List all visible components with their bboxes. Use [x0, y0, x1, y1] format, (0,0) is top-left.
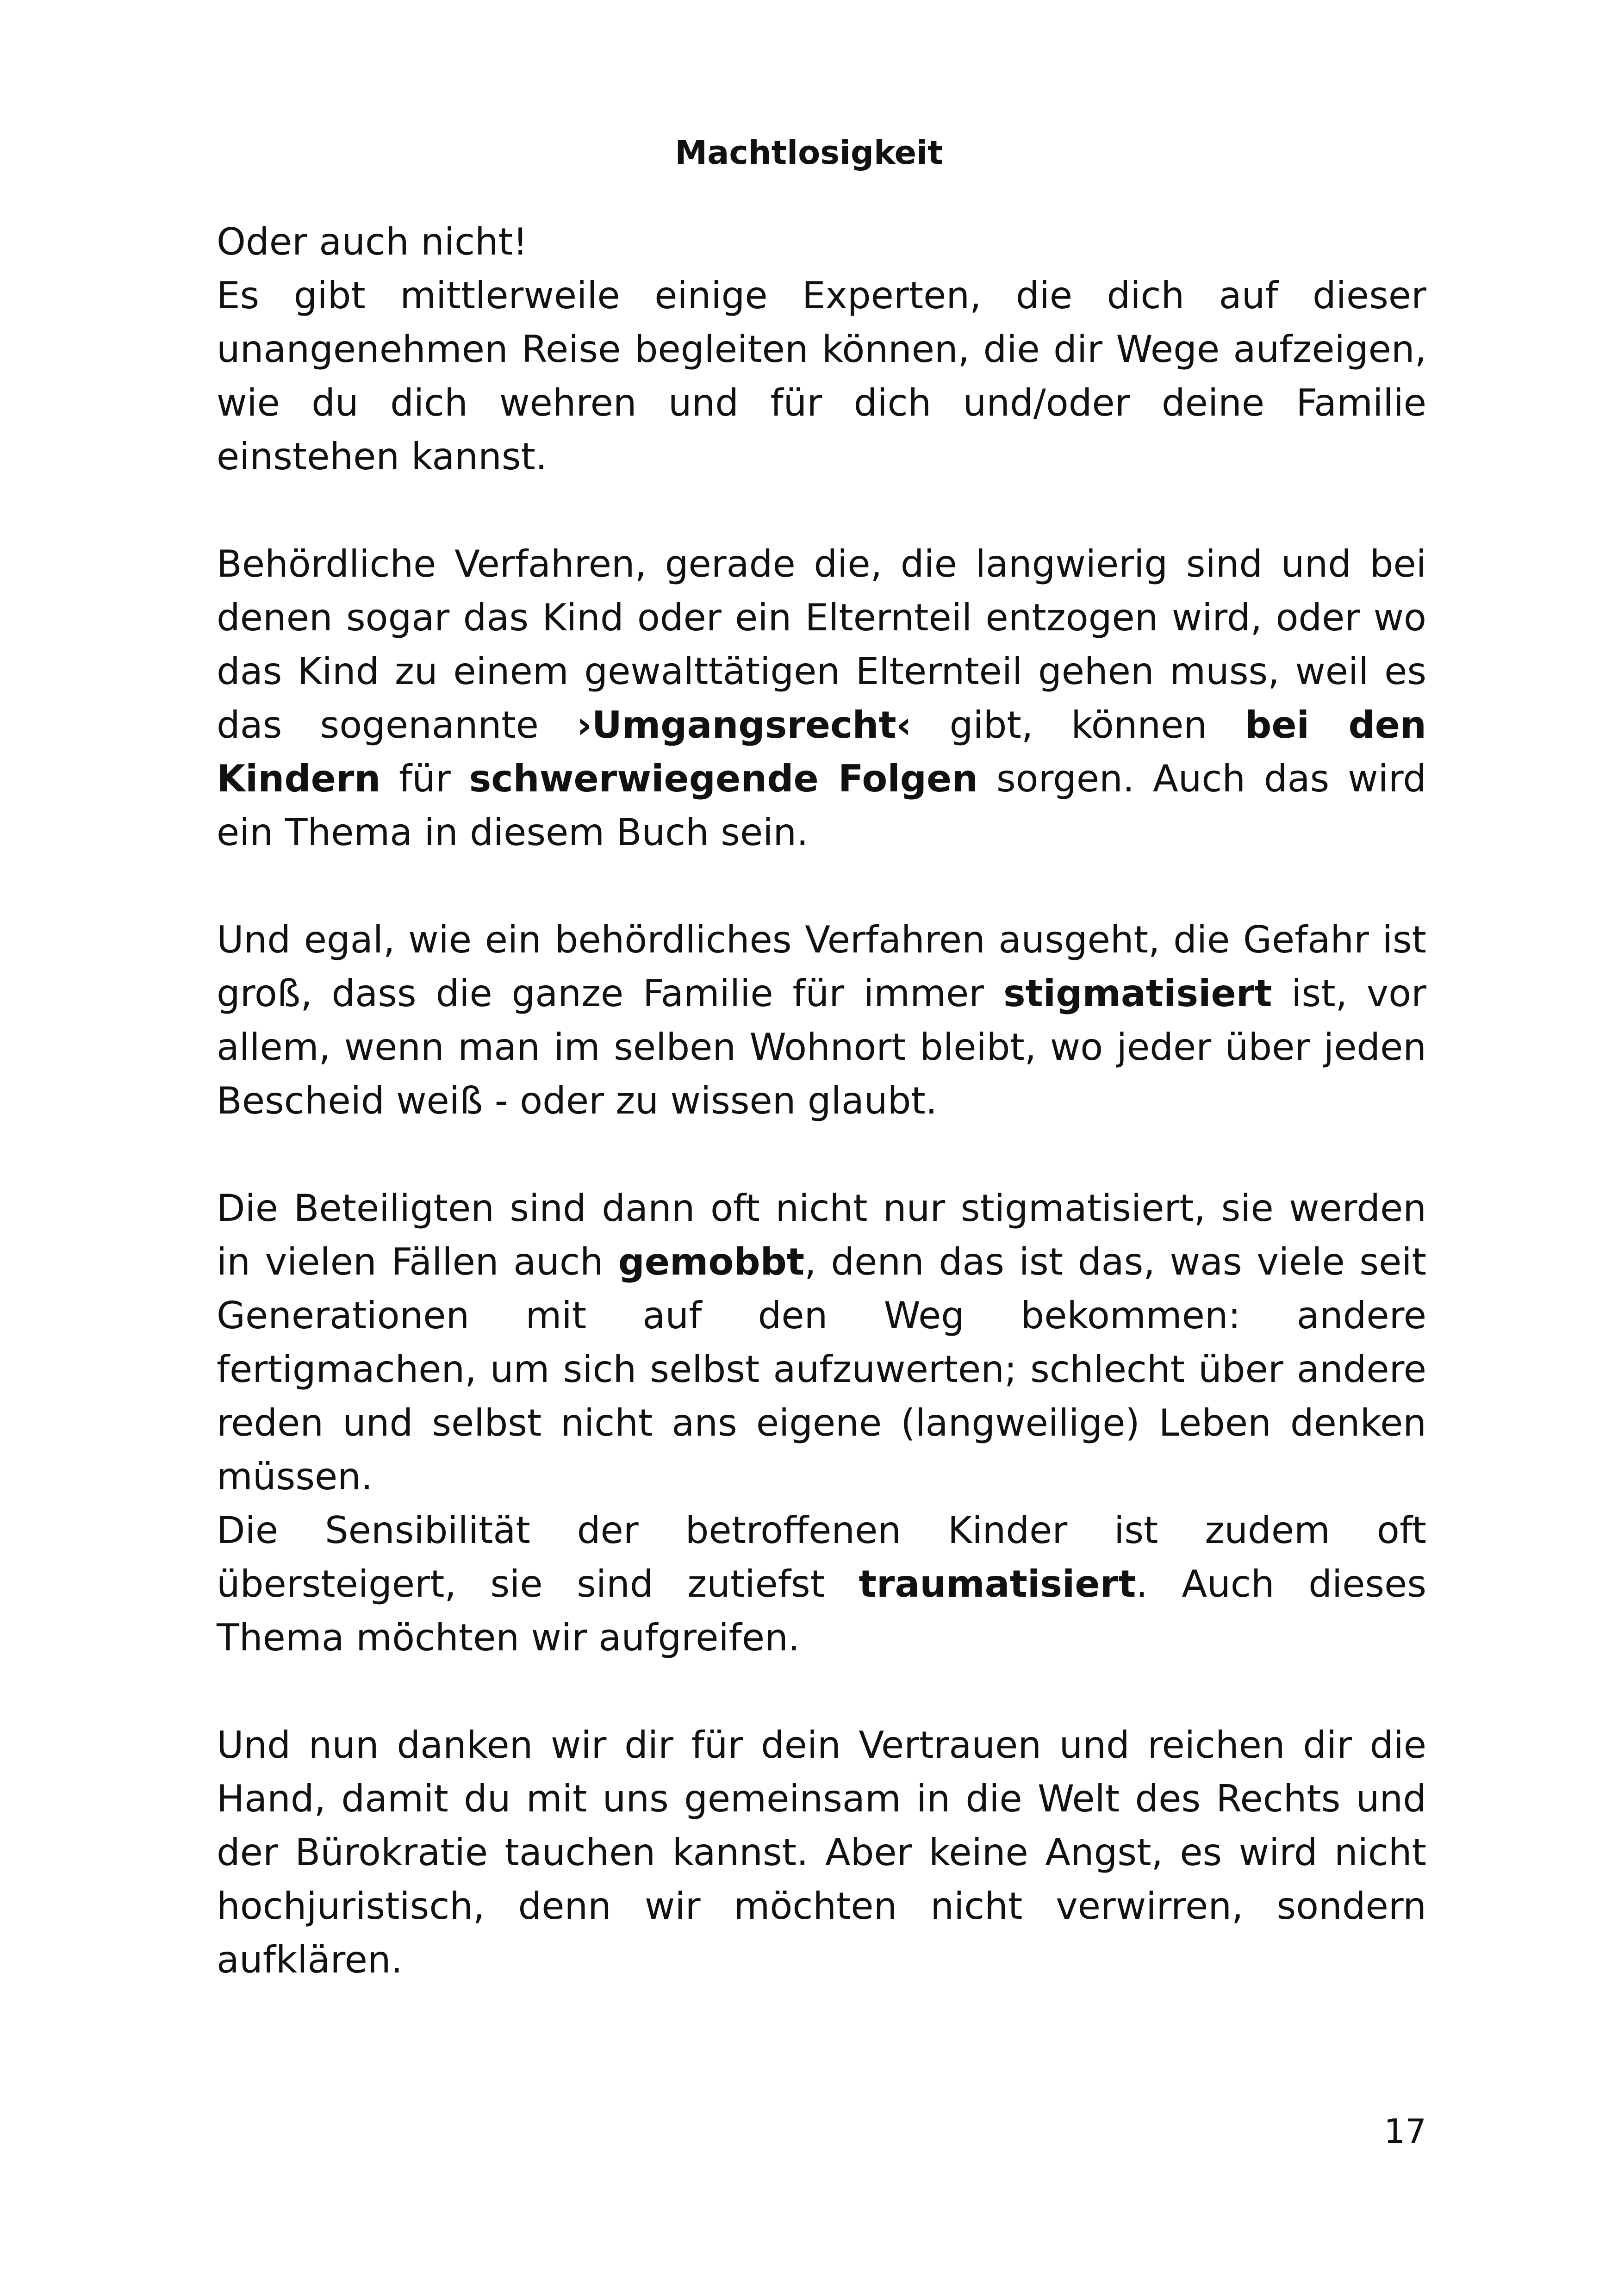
- paragraph-text: Es gibt mittlerweile einige Experten, die dich auf dieser unangenehmen Reise begleiten können, die dir Wege aufzeigen, wie du dich wehren und für dich und/oder deine Familie einstehen kannst.: [217, 274, 1426, 478]
- body-text: [217, 215, 1426, 1987]
- paragraph-experts: [217, 269, 1426, 484]
- paragraph-text: Oder auch nicht!: [217, 220, 528, 263]
- paragraph-text: . Auch dieses Thema möchten wir aufgreifen.: [217, 1562, 1426, 1659]
- paragraph-text: Die Beteiligten sind dann oft nicht nur stigmatisiert, sie werden in vielen Fällen auch: [217, 1187, 1426, 1283]
- paragraph-text: Behördliche Verfahren, gerade die, die langwierig sind und bei denen sogar das Kind oder ein Elternteil entzogen wird, oder wo das Kind zu einem gewalttätigen Elternteil gehen muss, weil es das sogenannte: [217, 542, 1426, 747]
- paragraph-text: ist, vor allem, wenn man im selben Wohnort bleibt, wo jeder über jeden Bescheid weiß - oder zu wissen glaubt.: [217, 972, 1426, 1122]
- paragraph-proceedings: [217, 537, 1426, 859]
- paragraph-sensitivity: [217, 1504, 1426, 1665]
- paragraph-gap: [217, 859, 1426, 913]
- paragraph-closing: [217, 1718, 1426, 1987]
- paragraph-mobbing: [217, 1182, 1426, 1504]
- paragraph-stigma: [217, 913, 1426, 1128]
- emphasis-schwerwiegende-folgen: schwerwiegende Folgen: [469, 757, 978, 800]
- paragraph-gap: [217, 1665, 1426, 1718]
- paragraph-text: , denn das ist das, was viele seit Generationen mit auf den Weg bekommen: andere fertigmachen, um sich selbst aufzuwerten; schlecht über andere reden und selbst nicht ans eigene (langweilige) Leben denken müssen.: [217, 1240, 1426, 1498]
- paragraph-text: Die Sensibilität der betroffenen Kinder ist zudem oft übersteigert, sie sind zutiefst: [217, 1509, 1426, 1605]
- paragraph-intro-exclamation: [217, 215, 1426, 269]
- paragraph-text: Und nun danken wir dir für dein Vertrauen und reichen dir die Hand, damit du mit uns gemeinsam in die Welt des Rechts und der Bürokratie tauchen kannst. Aber keine Angst, es wird nicht hochjuristisch, denn wir möchten nicht verwirren, sondern aufklären.: [217, 1724, 1426, 1981]
- paragraph-text: für: [380, 757, 469, 800]
- emphasis-umgangsrecht: ›Umgangsrecht‹: [576, 703, 912, 747]
- emphasis-stigmatisiert: stigmatisiert: [1003, 972, 1272, 1015]
- running-header: Machtlosigkeit: [675, 134, 943, 172]
- page-number: 17: [1384, 2112, 1426, 2151]
- paragraph-gap: [217, 1128, 1426, 1182]
- emphasis-gemobbt: gemobbt: [618, 1240, 805, 1283]
- emphasis-traumatisiert: traumatisiert: [859, 1562, 1136, 1605]
- emphasis-bei-den-kindern: bei den Kindern: [217, 703, 1427, 800]
- paragraph-text: gibt, können: [911, 703, 1245, 747]
- paragraph-text: sorgen. Auch das wird ein Thema in diesem Buch sein.: [217, 757, 1427, 854]
- paragraph-gap: [217, 484, 1426, 537]
- paragraph-text: Und egal, wie ein behördliches Verfahren ausgeht, die Gefahr ist groß, dass die ganze Familie für immer: [217, 918, 1426, 1015]
